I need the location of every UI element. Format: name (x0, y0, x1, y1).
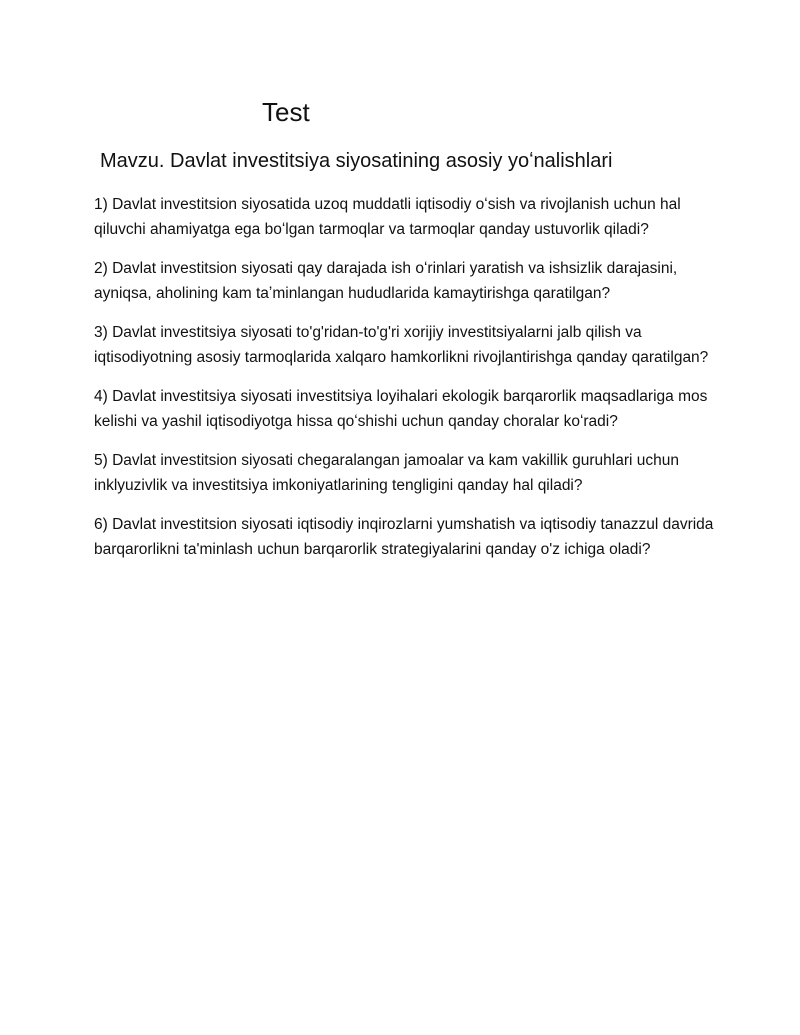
question-item: 6) Davlat investitsion siyosati iqtisodiy inqirozlarni yumshatish va iqtisodiy tanazzul davrida barqarorlikni ta'minlash uchun barqarorlik strategiyalarini qanday o'z ichiga oladi? (94, 516, 714, 558)
document-title: Test (262, 97, 310, 127)
question-list (94, 192, 724, 576)
question-item: 3) Davlat investitsiya siyosati to'g'ridan-to'g'ri xorijiy investitsiyalarni jalb qilish va iqtisodiyotning asosiy tarmoqlarida xalqaro hamkorlikni rivojlantirishga qanday qaratilgan? (94, 324, 709, 366)
question-item: 4) Davlat investitsiya siyosati investitsiya loyihalari ekologik barqarorlik maqsadlariga mos kelishi va yashil iqtisodiyotga hissa qoʻshishi uchun qanday choralar koʻradi? (94, 388, 708, 430)
question-item: 2) Davlat investitsion siyosati qay darajada ish oʻrinlari yaratish va ishsizlik darajasini, ayniqsa, aholining kam taʼminlangan hududlarida kamaytirishga qaratilgan? (94, 260, 678, 302)
question-item: 1) Davlat investitsion siyosatida uzoq muddatli iqtisodiy oʻsish va rivojlanish uchun hal qiluvchi ahamiyatga ega boʻlgan tarmoqlar va tarmoqlar qanday ustuvorlik qiladi? (94, 196, 681, 238)
question-item: 5) Davlat investitsion siyosati chegaralangan jamoalar va kam vakillik guruhlari uchun inklyuzivlik va investitsiya imkoniyatlarining tengligini qanday hal qiladi? (94, 452, 679, 494)
document-subtitle: Mavzu. Davlat investitsiya siyosatining asosiy yoʻnalishlari (100, 150, 613, 172)
